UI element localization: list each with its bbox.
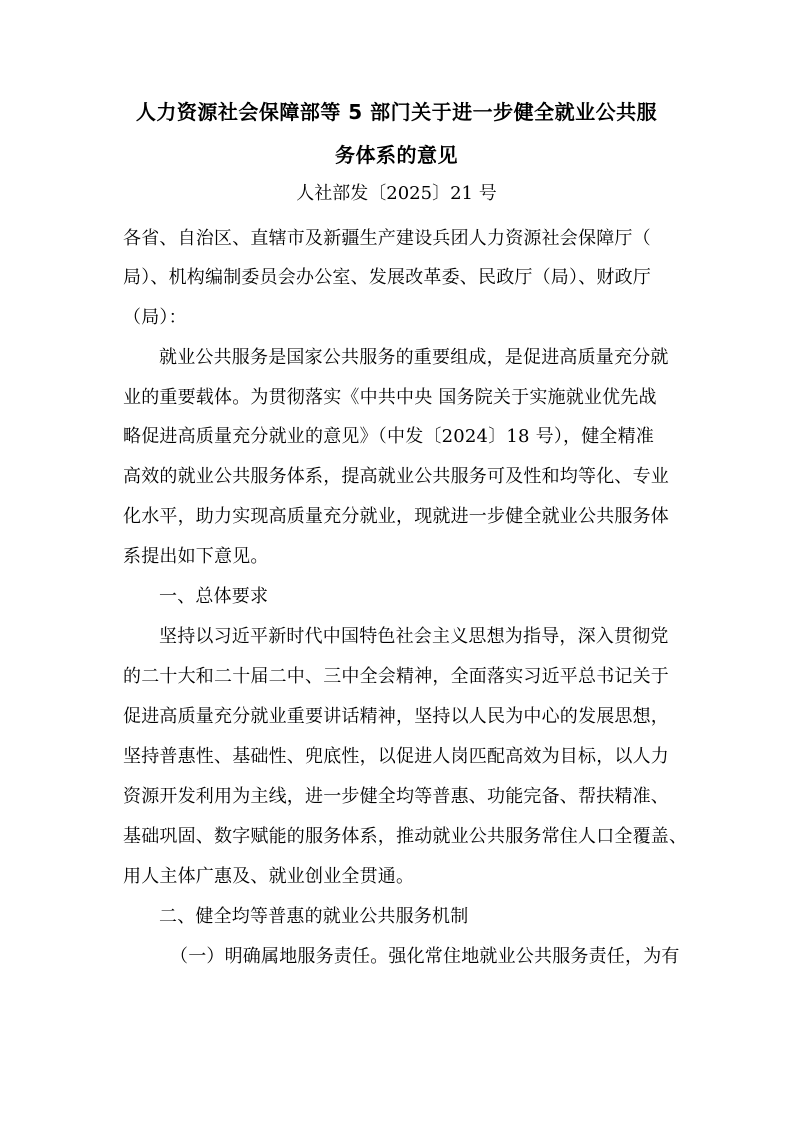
document-number: 人社部发〔2025〕21 号 (296, 183, 497, 204)
paragraph-first-line: 坚持以习近平新时代中国特色社会主义思想为指导，深入贯彻党 (159, 626, 669, 647)
body-line: 的二十大和二十届二中、三中全会精神，全面落实习近平总书记关于 (123, 666, 669, 687)
body-line: （局）： (123, 307, 187, 328)
body-line: 高效的就业公共服务体系，提高就业公共服务可及性和均等化、专业 (123, 466, 669, 487)
body-line: 业的重要载体。为贯彻落实《中共中央 国务院关于实施就业优先战 (123, 387, 657, 408)
document-title-line-2: 务体系的意见 (335, 143, 458, 167)
section-heading-2: 二、健全均等普惠的就业公共服务机制 (159, 906, 469, 927)
paragraph-first-line: 就业公共服务是国家公共服务的重要组成，是促进高质量充分就 (159, 347, 669, 368)
paragraph-first-line: （一）明确属地服务责任。强化常住地就业公共服务责任，为有 (170, 946, 680, 967)
body-line: 化水平，助力实现高质量充分就业，现就进一步健全就业公共服务体 (123, 506, 669, 527)
body-line: 局）、机构编制委员会办公室、发展改革委、民政厅（局）、财政厅 (123, 267, 651, 288)
section-heading-1: 一、总体要求 (159, 586, 269, 607)
body-line: 略促进高质量充分就业的意见》（中发〔2024〕18 号），健全精准 (123, 426, 655, 447)
body-line: 用人主体广惠及、就业创业全贯通。 (123, 866, 415, 887)
body-line: 坚持普惠性、基础性、兜底性，以促进人岗匹配高效为目标，以人力 (123, 746, 669, 767)
body-line: 资源开发利用为主线，进一步健全均等普惠、功能完备、帮扶精准、 (123, 786, 669, 807)
body-line: 基础巩固、数字赋能的服务体系，推动就业公共服务常住人口全覆盖、 (123, 826, 688, 847)
body-line: 各省、自治区、直辖市及新疆生产建设兵团人力资源社会保障厅（ (123, 228, 651, 249)
document-title-line-1: 人力资源社会保障部等 5 部门关于进一步健全就业公共服 (135, 100, 658, 124)
body-line: 系提出如下意见。 (123, 546, 269, 567)
body-line: 促进高质量充分就业重要讲话精神，坚持以人民为中心的发展思想， (123, 706, 669, 727)
